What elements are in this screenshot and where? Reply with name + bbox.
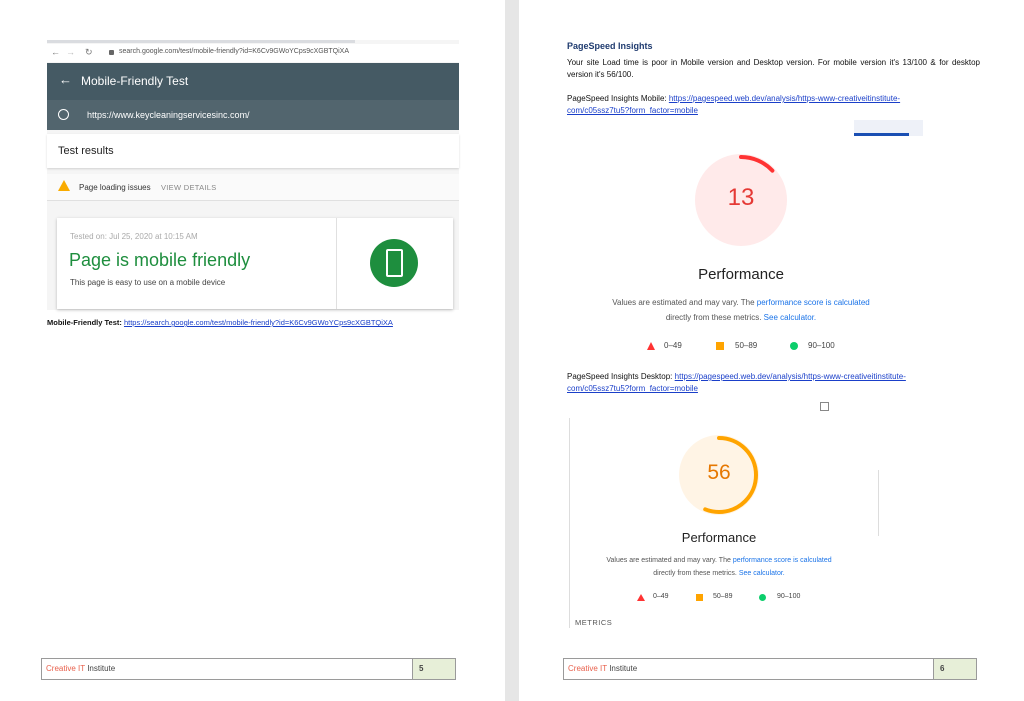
caption-label: Mobile-Friendly Test: xyxy=(47,318,122,327)
mobile-link[interactable]: https://pagespeed.web.dev/analysis/https-www-creativeitinstitute- com/c05ssz7tu5?form_factor=mobile xyxy=(567,94,901,115)
metrics-label: METRICS xyxy=(575,618,613,627)
average-square-icon xyxy=(716,342,724,350)
cropped-tab-icon xyxy=(820,402,829,411)
score-calc-link[interactable]: performance score is calculated xyxy=(756,298,870,307)
result-description: This page is easy to use on a mobile device xyxy=(70,278,226,287)
desktop-label: PageSpeed Insights Desktop: xyxy=(567,372,673,381)
device-tab-underline xyxy=(854,133,909,136)
left-border xyxy=(569,418,570,628)
mobile-link-block xyxy=(567,93,987,117)
browser-address-bar[interactable] xyxy=(47,44,459,62)
mft-url-row xyxy=(47,100,459,130)
mobile-phone-icon xyxy=(370,239,418,287)
mobile-performance-label: Performance xyxy=(698,266,784,283)
desktop-performance-label: Performance xyxy=(681,530,757,545)
desktop-score-value: 56 xyxy=(707,461,731,484)
forward-icon[interactable]: → xyxy=(66,47,75,57)
caption-link[interactable]: https://search.google.com/test/mobile-friendly?id=K6Cv9GWoYCps9cXGBTQiXA xyxy=(123,318,393,327)
document-page-6 xyxy=(519,0,1024,701)
see-calculator-link[interactable]: See calculator. xyxy=(763,313,817,322)
url-text[interactable]: search.google.com/test/mobile-friendly?id=K6Cv9GWoYCps9cXGBTQiXA xyxy=(119,48,349,55)
page-footer xyxy=(41,658,456,680)
reload-icon[interactable]: ↻ xyxy=(85,47,93,57)
desktop-fail-triangle-icon xyxy=(637,594,645,601)
mobile-label: PageSpeed Insights Mobile: xyxy=(567,94,667,103)
result-title: Page is mobile friendly xyxy=(69,250,251,270)
desktop-see-calculator-link[interactable]: See calculator. xyxy=(738,570,785,577)
desktop-score-legend: 0–49 50–89 90–100 xyxy=(637,593,837,605)
pass-circle-icon xyxy=(790,342,798,350)
intro-paragraph: Your site Load time is poor in Mobile version and Desktop version. For mobile version it's 13/100 & for desktop version it's 56/100. xyxy=(567,58,980,79)
mobile-score-gauge xyxy=(695,154,787,246)
mobile-score-note: Values are estimated and may vary. The performance score is calculated directly from these metrics. See calculator. xyxy=(612,298,870,322)
result-card xyxy=(57,218,453,309)
browser-tab-strip xyxy=(47,40,355,43)
mobile-friendly-test-screenshot xyxy=(47,40,459,310)
mobile-score-legend: 0–49 50–89 90–100 xyxy=(647,341,847,353)
back-icon[interactable]: ← xyxy=(51,47,60,57)
page-number: 5 xyxy=(412,659,455,679)
desktop-pass-circle-icon xyxy=(759,594,766,601)
tested-on: Tested on: Jul 25, 2020 at 10:15 AM xyxy=(70,232,198,241)
warning-icon xyxy=(58,180,70,191)
results-heading: Test results xyxy=(58,145,114,157)
desktop-score-calc-link[interactable]: performance score is calculated xyxy=(732,557,832,564)
page-loading-issues-bar xyxy=(47,174,459,201)
lock-icon xyxy=(109,50,114,55)
back-arrow-icon[interactable]: ← xyxy=(59,72,72,87)
desktop-score-gauge xyxy=(679,435,759,515)
footer-brand: Creative IT Institute xyxy=(568,664,638,673)
desktop-score-screenshot xyxy=(567,400,881,630)
view-details-button[interactable]: VIEW DETAILS xyxy=(161,183,217,192)
mobile-score-value: 13 xyxy=(727,184,755,211)
desktop-average-square-icon xyxy=(696,594,703,601)
tested-url: https://www.keycleaningservicesinc.com/ xyxy=(87,110,250,120)
footer-brand: Creative IT Institute xyxy=(46,664,116,673)
device-tab-crop xyxy=(854,120,923,136)
section-heading: PageSpeed Insights xyxy=(567,41,653,51)
page-footer xyxy=(563,658,977,680)
results-header xyxy=(47,134,459,168)
issue-text: Page loading issues xyxy=(79,183,151,192)
desktop-link[interactable]: https://pagespeed.web.dev/analysis/https-www-creativeitinstitute- com/c05ssz7tu5?form_factor=mobile xyxy=(567,372,906,393)
mft-app-header xyxy=(47,63,459,100)
mft-title: Mobile-Friendly Test xyxy=(81,74,189,88)
mobile-friendly-caption xyxy=(47,317,393,329)
globe-icon xyxy=(58,109,69,120)
desktop-link-block xyxy=(567,371,987,395)
card-divider xyxy=(336,218,337,309)
right-border xyxy=(878,470,879,536)
page-number: 6 xyxy=(933,659,976,679)
fail-triangle-icon xyxy=(647,342,655,350)
desktop-score-note: Values are estimated and may vary. The performance score is calculated directly from these metrics. See calculator. xyxy=(606,557,832,577)
document-page-5 xyxy=(0,0,505,701)
